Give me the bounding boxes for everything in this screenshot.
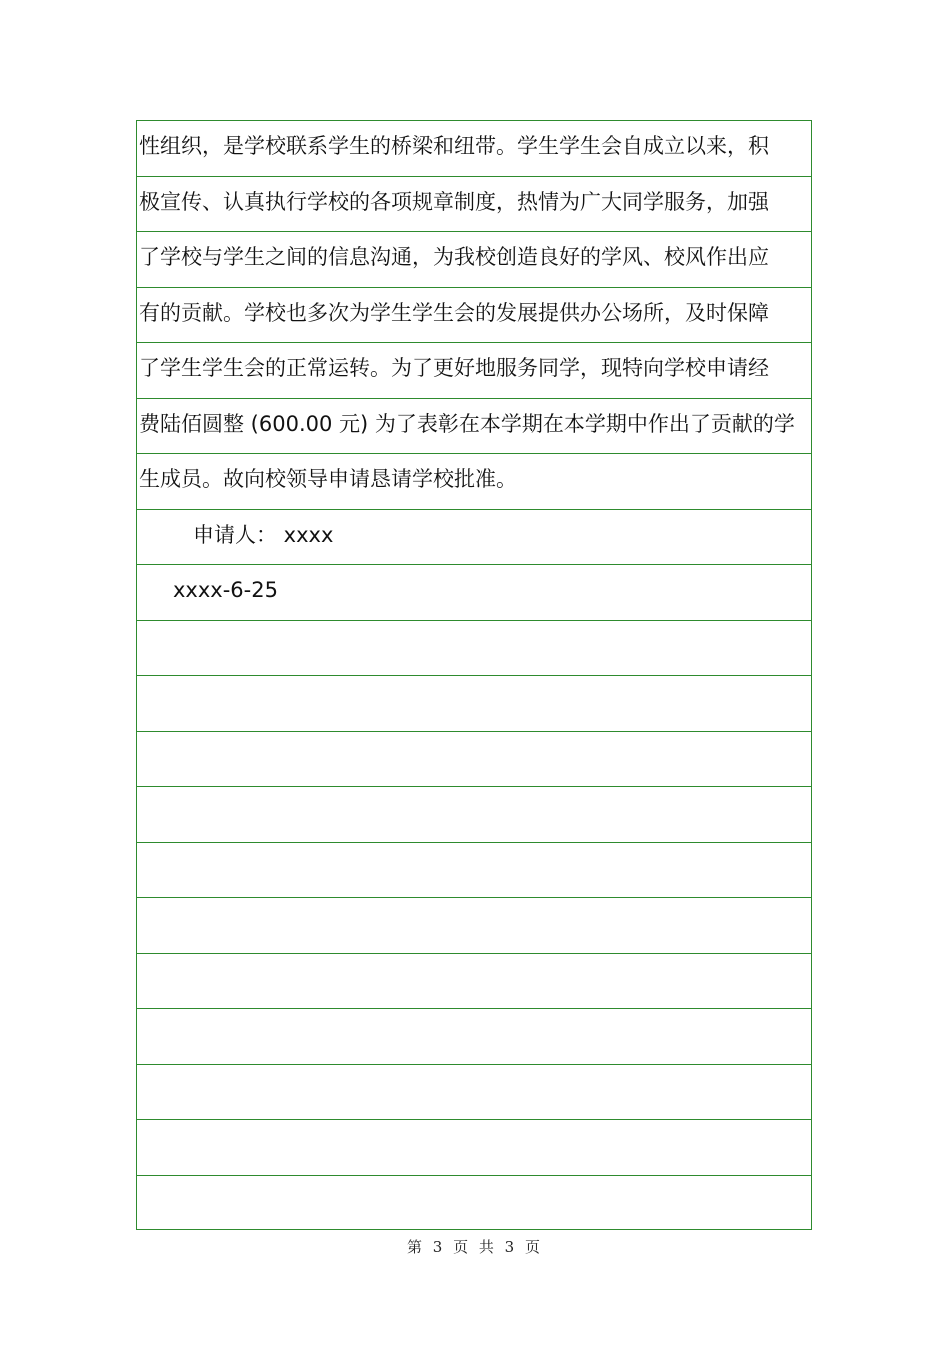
page-number: 第 3 页 共 3 页 xyxy=(407,1238,543,1256)
application-date: xxxx-6-25 xyxy=(173,578,278,602)
paragraph-line: 了学生学生会的正常运转。为了更好地服务同学，现特向学校申请经 xyxy=(139,356,769,380)
blank-line xyxy=(137,898,811,954)
blank-line xyxy=(137,621,811,677)
text-line xyxy=(137,288,811,344)
paragraph-line: 极宣传、认真执行学校的各项规章制度，热情为广大同学服务，加强 xyxy=(139,189,769,214)
text-line xyxy=(137,232,811,288)
blank-line xyxy=(137,676,811,732)
text-line xyxy=(137,454,811,510)
blank-line xyxy=(137,1065,811,1121)
paragraph-line: 有的贡献。学校也多次为学生学生会的发展提供办公场所，及时保障 xyxy=(139,300,769,325)
blank-line xyxy=(137,954,811,1010)
text-line xyxy=(137,399,811,455)
blank-line xyxy=(137,1176,811,1232)
lined-paper xyxy=(136,120,812,1230)
paragraph-line: 费陆佰圆整 (600.00 元) 为了表彰在本学期在本学期中作出了贡献的学 xyxy=(139,411,795,436)
blank-line xyxy=(137,1009,811,1065)
blank-line xyxy=(137,843,811,899)
applicant-line xyxy=(137,510,811,566)
blank-line xyxy=(137,787,811,843)
blank-line xyxy=(137,1120,811,1176)
blank-line xyxy=(137,732,811,788)
date-line xyxy=(137,565,811,621)
applicant-signature: 申请人： xxxx xyxy=(193,522,334,547)
paragraph-line: 了学校与学生之间的信息沟通，为我校创造良好的学风、校风作出应 xyxy=(139,245,769,269)
paragraph-line: 生成员。故向校领导申请恳请学校批准。 xyxy=(139,467,517,491)
text-line xyxy=(137,121,811,177)
text-line xyxy=(137,343,811,399)
paragraph-line: 性组织，是学校联系学生的桥梁和纽带。学生学生会自成立以来，积 xyxy=(139,134,769,158)
text-line xyxy=(137,177,811,233)
